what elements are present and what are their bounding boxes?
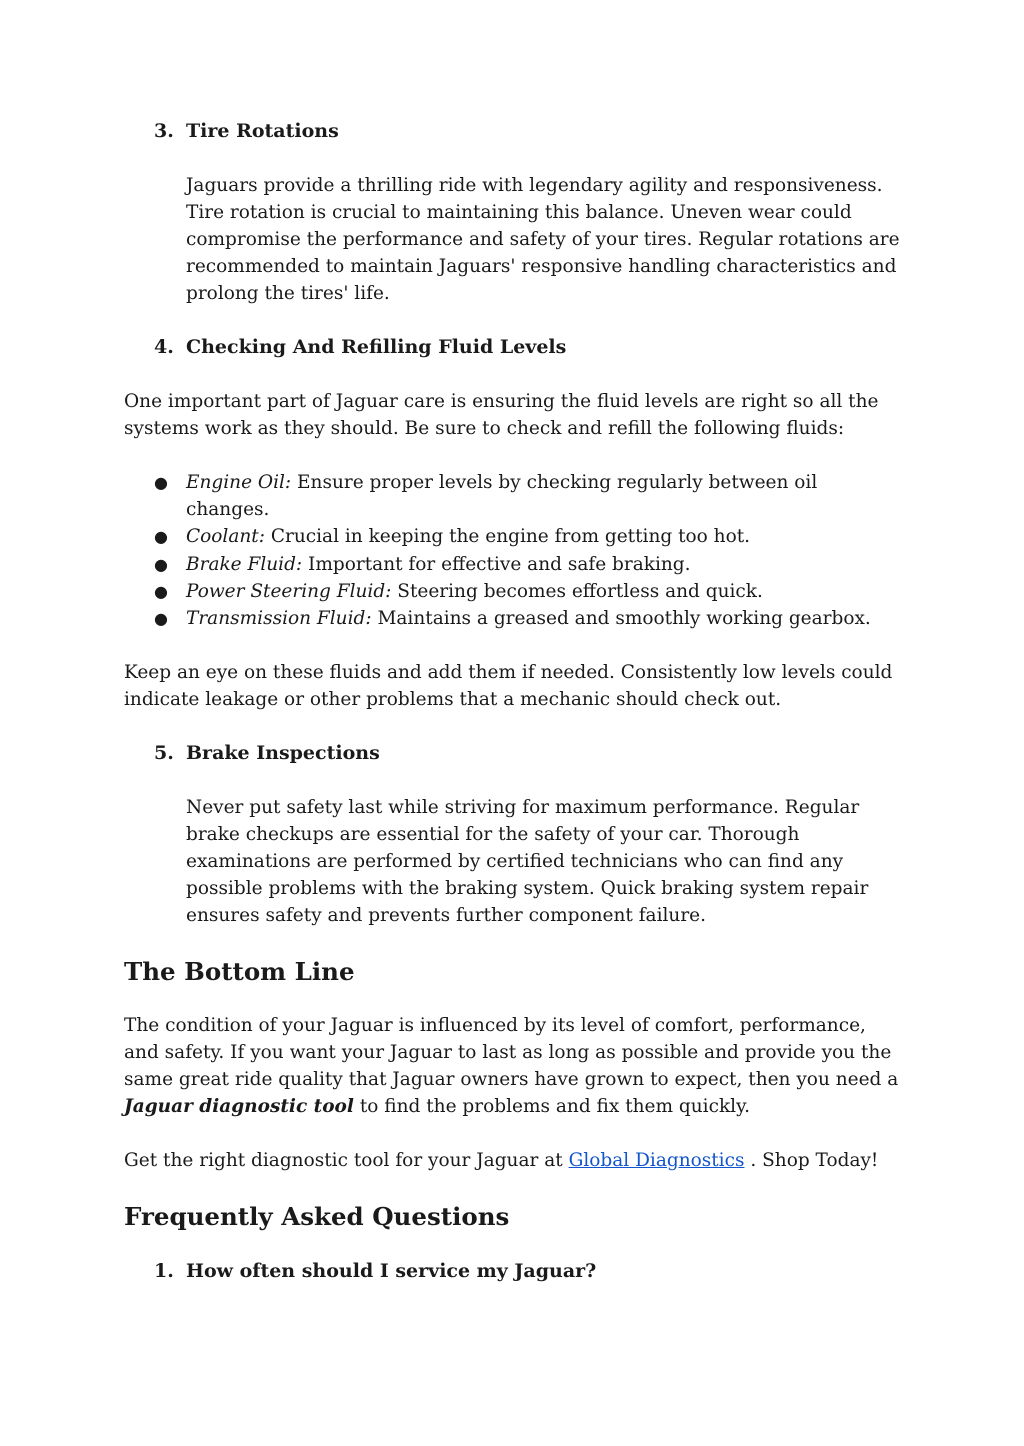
- fluid-term: Engine Oil:: [186, 472, 292, 493]
- fluid-desc: Important for effective and safe braking.: [302, 553, 691, 575]
- call-to-action: [124, 1147, 904, 1174]
- list-item: [124, 523, 904, 550]
- bullet-icon: ●: [154, 473, 168, 492]
- faq-heading: Frequently Asked Questions: [124, 1202, 510, 1232]
- list-item: [124, 469, 904, 523]
- faq-question-1: [124, 1258, 904, 1285]
- bottom-line-paragraph: [124, 1012, 904, 1120]
- fluid-levels-outro: Keep an eye on these fluids and add them if needed. Consistently low levels could indicate leakage or other problems that a mechanic should check out.: [124, 662, 893, 711]
- item-number: 1.: [154, 1260, 174, 1283]
- bullet-icon: ●: [154, 554, 168, 574]
- fluid-desc: Maintains a greased and smoothly working gearbox.: [371, 608, 871, 630]
- bottom-line-heading: The Bottom Line: [124, 957, 355, 987]
- fluid-term: Power Steering Fluid:: [186, 580, 392, 602]
- tire-rotations-heading: [124, 118, 904, 145]
- fluid-levels-intro: One important part of Jaguar care is ensuring the fluid levels are right so all the systems work as they should. Be sure to check and refill the following fluids:: [124, 391, 879, 439]
- bullet-icon: ●: [154, 581, 168, 601]
- list-item: [124, 578, 904, 605]
- fluid-desc: Crucial in keeping the engine from getting too hot.: [264, 526, 751, 548]
- brake-inspections-body: Never put safety last while striving for maximum performance. Regular brake checkups are essential for the safety of your car. Thorough examinations are performed by certified technicians who can find any possible problems with the braking system. Quick braking system repair ensures safety and prevents further component failure.: [186, 797, 869, 927]
- fluid-desc: Ensure proper levels by checking regularly between oil changes.: [186, 472, 818, 521]
- question-text: How often should I service my Jaguar?: [186, 1260, 597, 1283]
- fluid-list: [124, 469, 904, 632]
- bullet-icon: ●: [154, 527, 168, 547]
- fluid-levels-heading: [124, 334, 904, 361]
- heading-text: Brake Inspections: [186, 742, 380, 765]
- tire-rotations-body: Jaguars provide a thrilling ride with legendary agility and responsiveness. Tire rotation is crucial to maintaining this balance. Uneven wear could compromise the performance and safety of your tires. Regular rotations are recommended to maintain Jaguars' responsive handling characteristics and prolong the tires' life.: [186, 175, 900, 304]
- paragraph-text: The condition of your Jaguar is influenced by its level of comfort, performance, and safety. If you want your Jaguar to last as long as possible and provide you the same great ride quality that Jaguar owners have grown to expect, then you need a: [124, 1015, 899, 1091]
- cta-text: . Shop Today!: [744, 1150, 879, 1172]
- item-number: 3.: [154, 120, 174, 142]
- item-number: 5.: [154, 742, 174, 765]
- document-page: [124, 118, 904, 1285]
- list-item: [124, 605, 904, 632]
- fluid-desc: Steering becomes effortless and quick.: [391, 580, 763, 602]
- heading-text: Tire Rotations: [186, 120, 339, 142]
- list-item: [124, 551, 904, 578]
- fluid-term: Coolant:: [186, 526, 265, 548]
- fluid-term: Brake Fluid:: [186, 553, 303, 575]
- global-diagnostics-link[interactable]: Global Diagnostics: [568, 1150, 745, 1172]
- emphasis-text: Jaguar diagnostic tool: [124, 1096, 354, 1118]
- paragraph-text: to find the problems and fix them quickly.: [353, 1096, 750, 1118]
- heading-text: Checking And Refilling Fluid Levels: [186, 336, 567, 358]
- item-number: 4.: [154, 336, 174, 358]
- cta-text: Get the right diagnostic tool for your Jaguar at: [124, 1150, 569, 1172]
- bullet-icon: ●: [154, 609, 168, 629]
- fluid-term: Transmission Fluid:: [186, 608, 372, 630]
- brake-inspections-heading: [124, 740, 904, 767]
